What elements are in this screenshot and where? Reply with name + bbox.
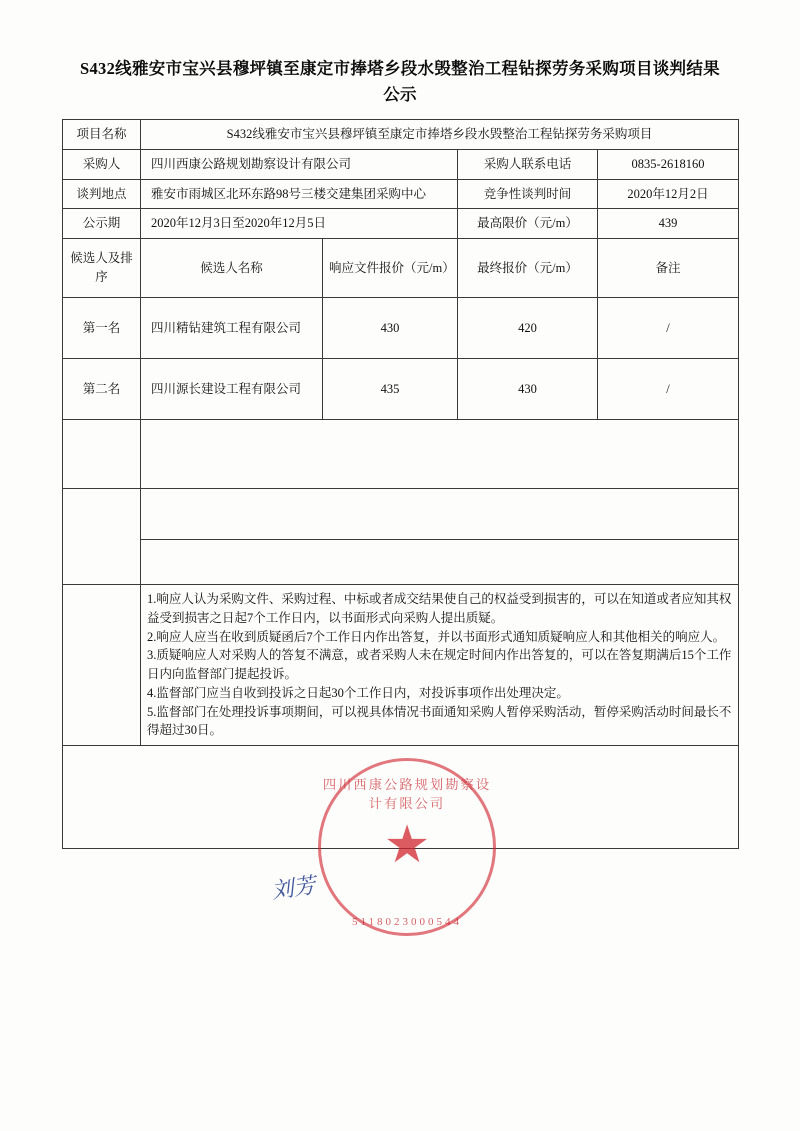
- announcement-table: [62, 119, 739, 849]
- objection-item-1: 1.响应人认为采购文件、采购过程、中标或者成交结果使自己的权益受到损害的，可以在知道或者应知其权益受到损害之日起7个工作日内，以书面形式向采购人提出质疑。: [147, 592, 732, 625]
- candidate-remark-1: /: [598, 298, 739, 359]
- seal-top-text: 四川西康公路规划勘察设计有限公司: [322, 777, 492, 811]
- objection-item-4: 4.监督部门应当自收到投诉之日起30个工作日内，对投诉事项作出处理决定。: [147, 685, 569, 700]
- table-row: [63, 209, 739, 239]
- negotiation-place-value: 雅安市雨城区北环东路98号三楼交建集团采购中心: [141, 179, 458, 209]
- max-price-value: 439: [598, 209, 739, 239]
- final-price-header: 最终报价（元/m）: [458, 239, 598, 298]
- table-row: [63, 298, 739, 359]
- supervision-value: [141, 489, 739, 540]
- purchaser-label: 采购人: [63, 149, 141, 179]
- objection-item-3: 3.质疑响应人对采购人的答复不满意，或者采购人未在规定时间内作出答复的，可以在答复期满后15个工作日内向监督部门提起投诉。: [147, 648, 732, 682]
- candidate-response-price-1: 430: [323, 298, 458, 359]
- candidate-name-2: 四川源长建设工程有限公司: [141, 359, 323, 420]
- objection-item-2: 2.响应人应当在收到质疑函后7个工作日内作出答复，并以书面形式通知质疑响应人和其他相关的响应人。: [147, 629, 726, 644]
- purchaser-phone-label: 采购人联系电话: [458, 149, 598, 179]
- supervision-phone: [141, 540, 739, 585]
- response-price-header: 响应文件报价（元/m）: [323, 239, 458, 298]
- seal-bottom-text: 5118023000544: [351, 916, 463, 928]
- star-icon: ★: [383, 817, 431, 874]
- objection-notes: [141, 585, 739, 746]
- publicity-period-value: 2020年12月3日至2020年12月5日: [141, 209, 458, 239]
- candidate-rank-2: 第二名: [63, 359, 141, 420]
- table-row: [63, 359, 739, 420]
- other-notes-label: [63, 420, 141, 489]
- table-row: [63, 179, 739, 209]
- objection-label: [63, 585, 141, 746]
- other-notes-value: [141, 420, 739, 489]
- purchaser-phone-value: 0835-2618160: [598, 149, 739, 179]
- table-row: [63, 420, 739, 489]
- candidate-final-price-2: 430: [458, 359, 598, 420]
- candidate-name-1: 四川精钻建筑工程有限公司: [141, 298, 323, 359]
- negotiation-time-label: 竞争性谈判时间: [458, 179, 598, 209]
- candidate-name-header: 候选人名称: [141, 239, 323, 298]
- page-title: S432线雅安市宝兴县穆坪镇至康定市捧塔乡段水毁整治工程钻探劳务采购项目谈判结果公示: [80, 59, 720, 104]
- candidate-rank-label: 候选人及排序: [63, 239, 141, 298]
- remark-header: 备注: [598, 239, 739, 298]
- negotiation-place-label: 谈判地点: [63, 179, 141, 209]
- project-name-label: 项目名称: [63, 120, 141, 150]
- table-row: [63, 489, 739, 540]
- candidate-response-price-2: 435: [323, 359, 458, 420]
- project-name-value: S432线雅安市宝兴县穆坪镇至康定市捧塔乡段水毁整治工程钻探劳务采购项目: [141, 120, 739, 150]
- candidate-final-price-1: 420: [458, 298, 598, 359]
- negotiation-time-value: 2020年12月2日: [598, 179, 739, 209]
- max-price-label: 最高限价（元/m）: [458, 209, 598, 239]
- table-row: [63, 120, 739, 150]
- candidate-rank-1: 第一名: [63, 298, 141, 359]
- objection-item-5: 5.监督部门在处理投诉事项期间，可以视具体情况书面通知采购人暂停采购活动，暂停采购活动时间最长不得超过30日。: [147, 704, 732, 738]
- table-row: [63, 585, 739, 746]
- signature-row: [63, 746, 739, 849]
- table-header-row: [63, 239, 739, 298]
- signature-label: [63, 746, 739, 849]
- table-row: [63, 149, 739, 179]
- supervision-label: [63, 489, 141, 585]
- table-row: [63, 540, 739, 585]
- handwritten-signature: 刘芳: [269, 872, 318, 904]
- candidate-remark-2: /: [598, 359, 739, 420]
- purchaser-value: 四川西康公路规划勘察设计有限公司: [141, 149, 458, 179]
- publicity-period-label: 公示期: [63, 209, 141, 239]
- document-body: [62, 52, 738, 849]
